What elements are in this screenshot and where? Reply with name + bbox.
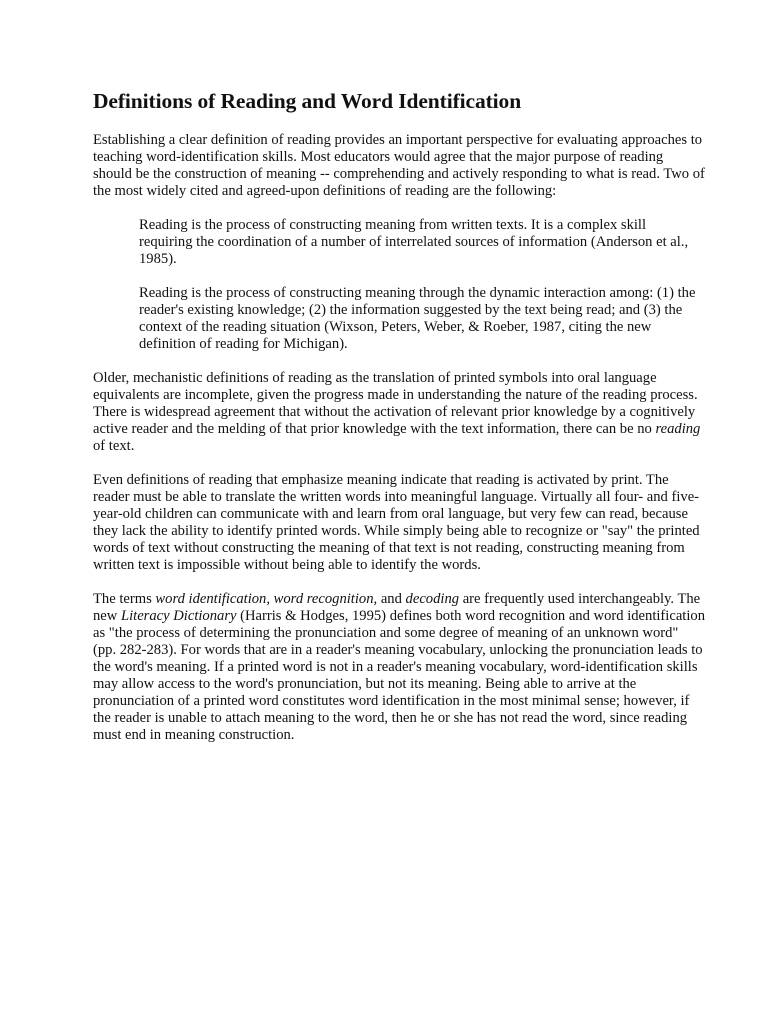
definition-quote-2: Reading is the process of constructing meaning through the dynamic interaction among: (1) the reader's existing knowledge; (2) the information suggested by the text being read; and (3) the context of the reading situation (Wixson, Peters, Weber, & Roeber, 1987, citing the new definition of reading for Michigan). xyxy=(139,285,696,352)
text-run: (Harris & Hodges, 1995) defines both word recognition and word identification as "the process of determining the pronunciation and some degree of meaning of an unknown word" (pp. 282-283). For words that are in a reader's meaning vocabulary, unlocking the pronunciation leads to the word's meaning. If a printed word is not in a reader's meaning vocabulary, word-identification skills may allow access to the word's pronunciation, but not its meaning. Being able to arrive at the pronunciation of a printed word constitutes word identification in the most minimal sense; however, if the reader is unable to attach meaning to the word, then he or she has not read the word, since reading must end in meaning construction. xyxy=(93,608,705,743)
emphasis-reading: reading xyxy=(655,421,701,437)
text-run: and xyxy=(377,591,406,607)
emphasis-terms: word identification, word recognition, xyxy=(155,591,378,607)
emphasis-decoding: decoding xyxy=(405,591,460,607)
text-run: The terms xyxy=(93,591,156,607)
text-run: are frequently used interchangeably. The new xyxy=(93,591,701,624)
text-run: of text. xyxy=(93,438,135,454)
intro-paragraph: Establishing a clear definition of reading provides an important perspective for evaluating approaches to teaching word-identification skills. Most educators would agree that the major purpose of reading should be the construction of meaning -- comprehending and actively responding to what is read. Two of the most widely cited and agreed-upon definitions of reading are the following: xyxy=(93,132,705,199)
terms-paragraph xyxy=(93,591,705,744)
text-run: Older, mechanistic definitions of reading as the translation of printed symbols into oral language equivalents are incomplete, given the progress made in understanding the nature of the reading process. There is widespread agreement that without the activation of relevant prior knowledge by a cognitively active reader and the melding of that prior knowledge with the text information, there can be no xyxy=(93,370,698,437)
definition-quote-1: Reading is the process of constructing meaning from written texts. It is a complex skill requiring the coordination of a number of interrelated sources of information (Anderson et al., 1985). xyxy=(139,217,689,267)
page-title: Definitions of Reading and Word Identification xyxy=(93,89,522,113)
emphasis-literacy-dictionary: Literacy Dictionary xyxy=(120,608,237,624)
meaning-emphasis-paragraph: Even definitions of reading that emphasize meaning indicate that reading is activated by print. The reader must be able to translate the written words into meaningful language. Virtually all four- and five-year-old children can communicate with and learn from oral language, but very few can read, because they lack the ability to identify printed words. While simply being able to recognize or "say" the printed words of text without constructing the meaning of that text is not reading, constructing meaning from written text is impossible without being able to identify the words. xyxy=(93,472,700,573)
mechanistic-definitions-paragraph xyxy=(93,370,705,455)
document-page xyxy=(93,86,705,761)
definitions-blockquote xyxy=(139,217,699,353)
